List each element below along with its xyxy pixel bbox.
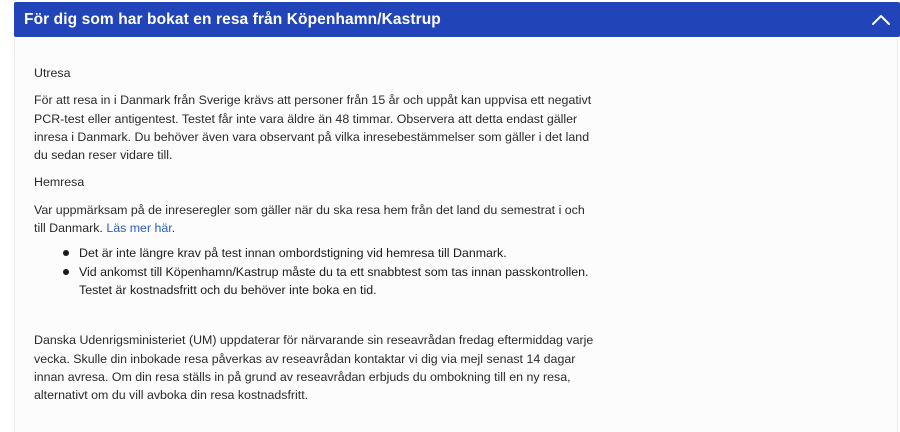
- hemresa-period: .: [171, 221, 176, 236]
- accordion-title: För dig som har bokat en resa från Köpenhamn/Kastrup: [24, 10, 441, 28]
- hemresa-heading: Hemresa: [34, 175, 85, 190]
- hemresa-bullet-list: [34, 244, 594, 299]
- hemresa-paragraph: [34, 201, 594, 238]
- hemresa-text: Var uppmärksam på de inreseregler som gäller när du ska resa hem från det land du semestrat i och till Danmark.: [34, 202, 585, 236]
- utresa-heading: Utresa: [34, 66, 71, 80]
- um-notice-paragraph: Danska Udenrigsministeriet (UM) uppdaterar för närvarande sin reseavrådan fredag eftermiddag varje vecka. Skulle din inbokade resa påverkas av reseavrådan kontaktar vi dig via mejl senast 14 dagar innan avresa. Om din resa ställs in på grund av reseavrådan erbjuds du ombokning till en ny resa, alternativt om du vill avboka din resa kostnadsfritt.: [34, 333, 594, 403]
- accordion-content: [34, 64, 594, 404]
- utresa-paragraph: För att resa in i Danmark från Sverige krävs att personer från 15 år och uppåt kan uppvisa ett negativt PCR-test eller antigentest. Testet får inte vara äldre än 48 timmar. Observera att detta endast gäller inresa i Danmark. Du behöver även vara observant på vilka inresebestämmelser som gäller i det land du sedan reser vidare till.: [34, 93, 592, 163]
- chevron-up-icon[interactable]: [870, 9, 892, 31]
- travel-info-accordion: [14, 2, 900, 432]
- accordion-header[interactable]: [14, 2, 900, 37]
- list-item: Det är inte längre krav på test innan ombordstigning vid hemresa till Danmark.: [79, 244, 594, 262]
- list-item: Vid ankomst till Köpenhamn/Kastrup måste du ta ett snabbtest som tas innan passkontrollen. Testet är kostnadsfritt och du behöver inte boka en tid.: [79, 263, 594, 300]
- read-more-link[interactable]: Läs mer här: [106, 221, 172, 236]
- accordion-body: [14, 39, 898, 432]
